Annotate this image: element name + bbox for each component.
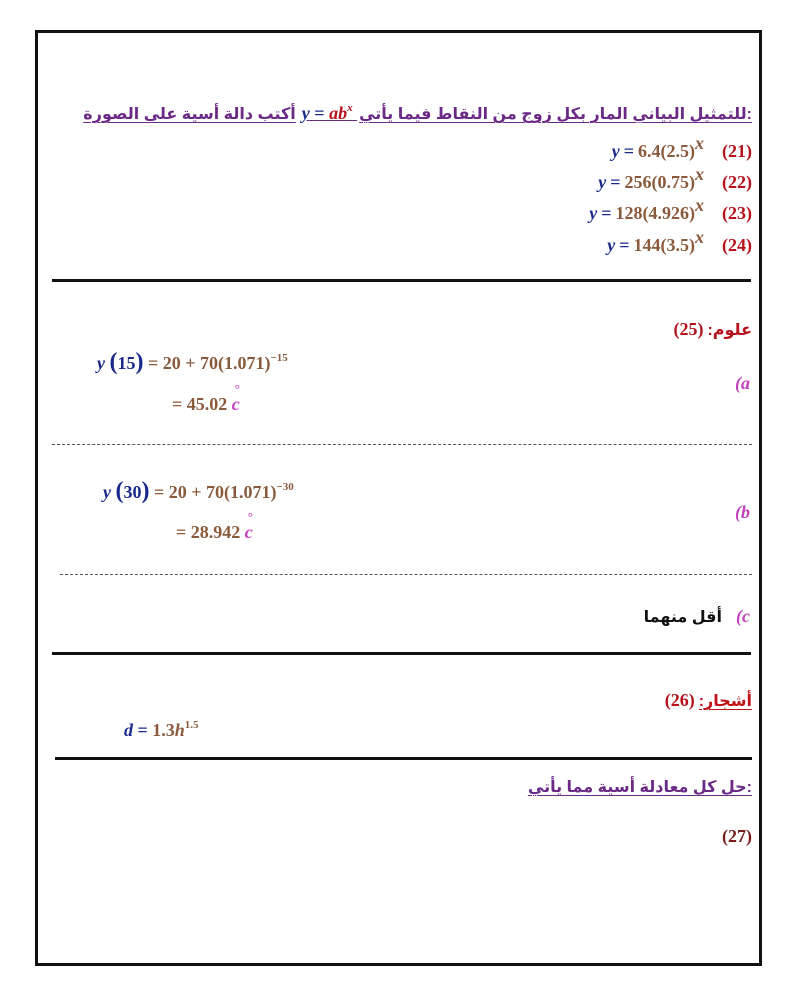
q25a-equation: y $(15) = 20 + 70(1.071)^{-15}$ — [97, 349, 288, 375]
instruction-part1: أكتب دالة أسية على الصورة — [83, 106, 296, 123]
q26-heading: أشجار: (26) — [664, 690, 752, 710]
divider-2 — [52, 652, 751, 655]
instruction-part2: للتمثيل البياني المار بكل زوج من النقاط فيما يأتي: — [359, 106, 752, 123]
exercise-22: $y = 256(0.75)^x$ (22) — [598, 164, 752, 192]
q25a-label: (a — [735, 373, 750, 393]
q27-number: (27) — [722, 826, 752, 846]
dashed-divider-1 — [52, 444, 752, 445]
q25b-equation: y $(30) = 20 + 70(1.071)^{-30}$ — [103, 478, 294, 504]
q25c: أقل منهما (c — [643, 606, 750, 626]
divider-3 — [55, 757, 752, 760]
instruction-formula: $y = ab^x$ — [301, 102, 353, 123]
exercise-24: $y = 144(3.5)^x$ (24) — [607, 227, 752, 255]
dashed-divider-2 — [60, 574, 752, 575]
exercise-23: $y = 128(4.926)^x$ (23) — [589, 195, 752, 223]
section2-instruction: حل كل معادلة أسية مما يأتي: — [527, 779, 752, 796]
instruction-line — [83, 103, 752, 124]
q25-heading: علوم: (25) — [673, 319, 752, 339]
q26-equation: $d = 1.3h^{1.5}$ — [124, 719, 199, 740]
exercise-21: $y = 6.4(2.5)^x$ (21) — [611, 133, 752, 161]
q25b-label: (b — [735, 502, 750, 522]
divider-1 — [52, 279, 751, 282]
q25b-result: = 28.942 ° c — [176, 522, 253, 543]
q25a-result: = 45.02 ° c — [172, 394, 240, 415]
